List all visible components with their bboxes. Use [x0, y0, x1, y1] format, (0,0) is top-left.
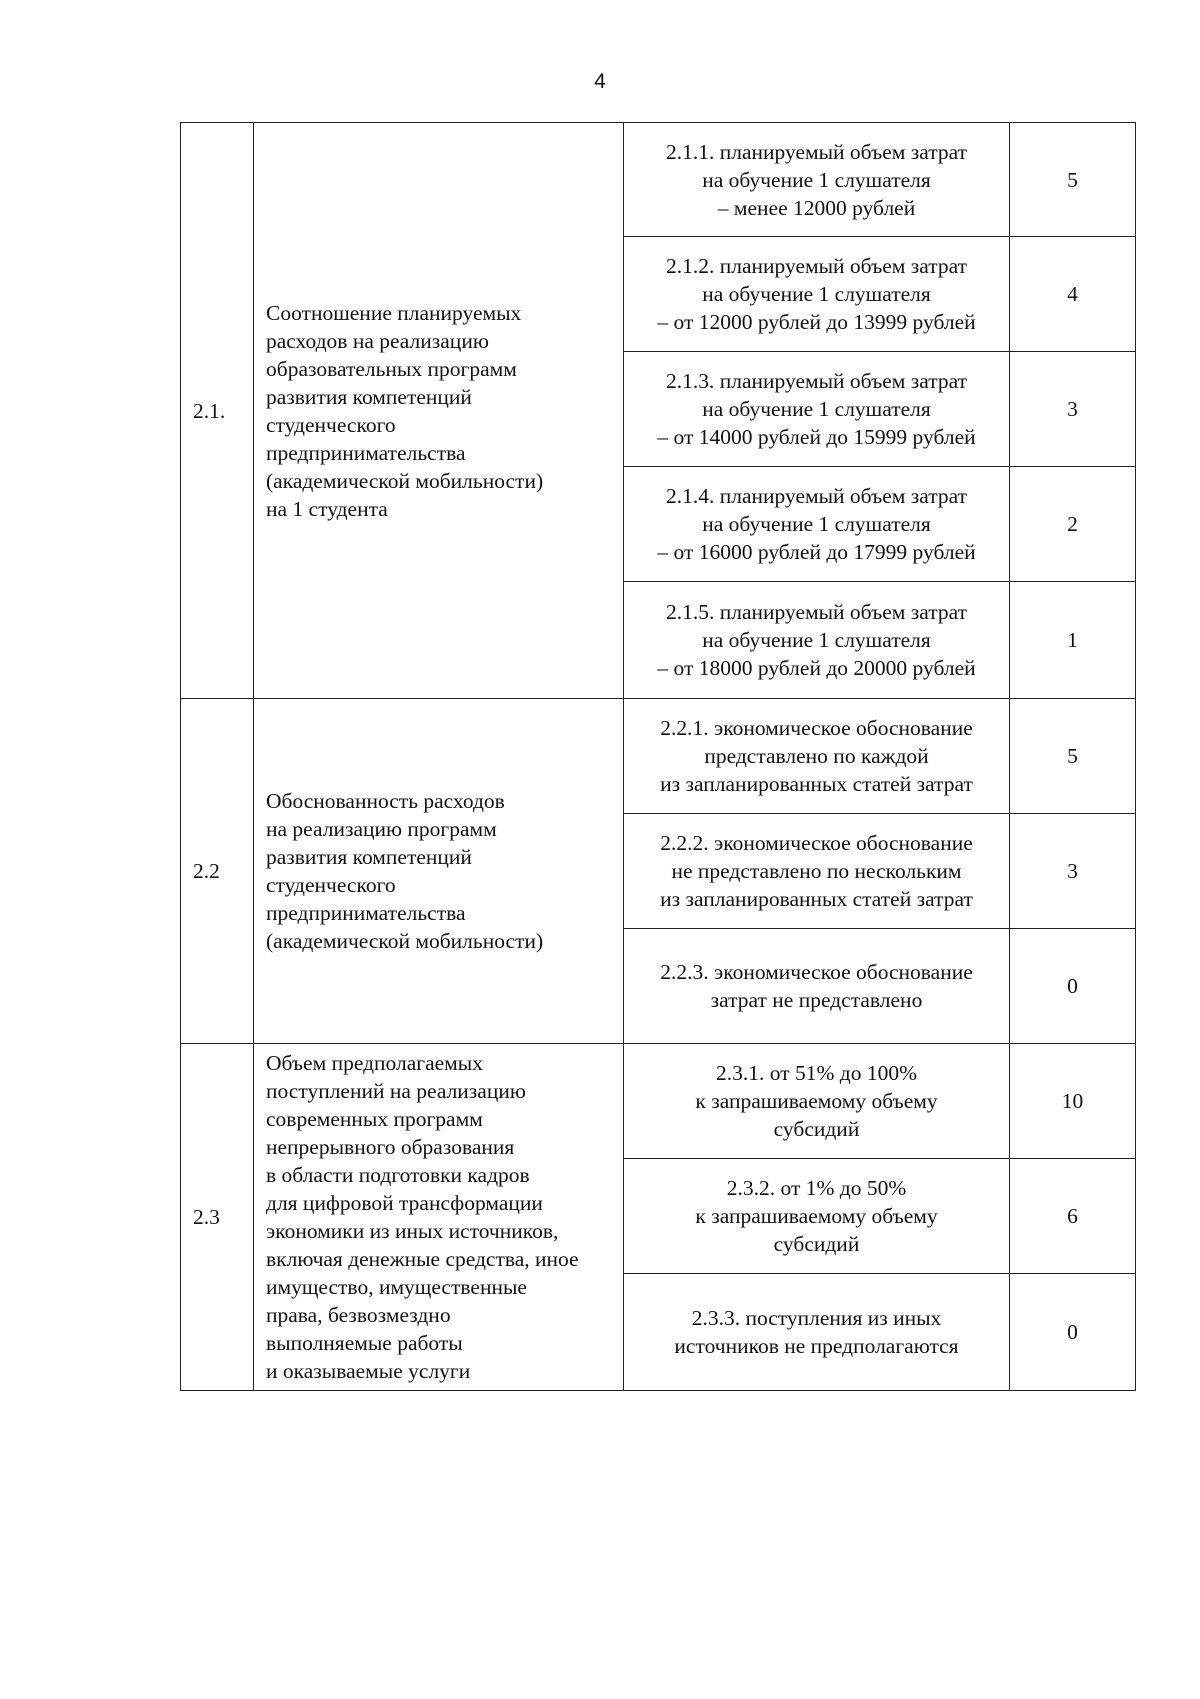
criterion-line: студенческого: [266, 412, 396, 437]
option-line: источников не предполагаются: [674, 1334, 959, 1358]
criteria-table: [180, 122, 1136, 1391]
criterion-line: развития компетенций: [266, 384, 472, 409]
option-line: 2.3.1. от 51% до 100%: [716, 1061, 917, 1085]
option-line: субсидий: [773, 1232, 860, 1256]
option-line: – от 18000 рублей до 20000 рублей: [657, 656, 976, 680]
option-line: 2.2.2. экономическое обоснование: [660, 831, 973, 855]
option-line: из запланированных статей затрат: [660, 772, 973, 796]
score-value: 4: [1010, 237, 1136, 352]
criterion-line: на 1 студента: [266, 496, 388, 521]
criterion-line: (академической мобильности): [266, 468, 544, 493]
criterion-line: на реализацию программ: [266, 817, 497, 841]
criterion-line: Обоснованность расходов: [266, 789, 505, 813]
score-value: 1: [1010, 582, 1136, 699]
criterion-line: права, безвозмездно: [266, 1303, 451, 1327]
score-value: 10: [1010, 1044, 1136, 1159]
option-line: 2.1.1. планируемый объем затрат: [665, 139, 967, 164]
page-number: 4: [594, 70, 606, 93]
option-text: [624, 352, 1010, 467]
option-line: – менее 12000 рублей: [717, 195, 916, 220]
option-text: [624, 699, 1010, 814]
option-text: [624, 814, 1010, 929]
option-line: представлено по каждой: [704, 744, 929, 768]
score-value: 0: [1010, 929, 1136, 1044]
score-value: 2: [1010, 467, 1136, 582]
table-row: [181, 1044, 1136, 1159]
option-line: 2.2.3. экономическое обоснование: [660, 960, 973, 984]
option-line: 2.1.4. планируемый объем затрат: [665, 484, 967, 508]
criterion-line: студенческого: [266, 873, 396, 897]
option-line: 2.1.3. планируемый объем затрат: [665, 369, 967, 393]
option-line: из запланированных статей затрат: [660, 887, 973, 911]
score-value: 0: [1010, 1274, 1136, 1391]
option-text: [624, 929, 1010, 1044]
criterion-text: [254, 123, 624, 699]
criterion-line: и оказываемые услуги: [266, 1359, 471, 1383]
table-row: [181, 699, 1136, 814]
option-line: к запрашиваемому объему: [695, 1204, 938, 1228]
criterion-line: имущество, имущественные: [266, 1275, 527, 1299]
option-line: на обучение 1 слушателя: [702, 167, 931, 192]
criterion-line: экономики из иных источников,: [266, 1219, 559, 1243]
option-line: не представлено по нескольким: [671, 859, 962, 883]
option-line: к запрашиваемому объему: [695, 1089, 938, 1113]
section-number: 2.3: [181, 1044, 254, 1391]
option-text: [624, 582, 1010, 699]
criterion-line: предпринимательства: [266, 901, 466, 925]
criterion-text: [254, 1044, 624, 1391]
option-line: на обучение 1 слушателя: [702, 628, 931, 652]
criterion-line: современных программ: [266, 1107, 483, 1131]
criterion-line: поступлений на реализацию: [266, 1079, 526, 1103]
option-line: 2.3.2. от 1% до 50%: [726, 1176, 907, 1200]
section-number: 2.2: [181, 699, 254, 1044]
score-value: 6: [1010, 1159, 1136, 1274]
criterion-line: Объем предполагаемых: [266, 1051, 483, 1075]
option-line: – от 14000 рублей до 15999 рублей: [657, 425, 976, 449]
option-text: [624, 1274, 1010, 1391]
criterion-line: непрерывного образования: [266, 1135, 515, 1159]
score-value: 5: [1010, 699, 1136, 814]
option-line: 2.3.3. поступления из иных: [691, 1306, 942, 1330]
option-text: [624, 1044, 1010, 1159]
criterion-line: предпринимательства: [266, 440, 466, 465]
option-text: [624, 1159, 1010, 1274]
option-line: – от 12000 рублей до 13999 рублей: [657, 310, 976, 334]
option-text: [624, 237, 1010, 352]
option-line: на обучение 1 слушателя: [702, 512, 931, 536]
score-value: 3: [1010, 352, 1136, 467]
criterion-line: (академической мобильности): [266, 929, 544, 953]
section-number: 2.1.: [181, 123, 254, 699]
criterion-line: образовательных программ: [266, 356, 517, 381]
option-text: [624, 123, 1010, 237]
option-line: на обучение 1 слушателя: [702, 282, 931, 306]
option-line: 2.1.2. планируемый объем затрат: [665, 254, 967, 278]
option-line: затрат не представлено: [710, 988, 923, 1012]
option-line: 2.2.1. экономическое обоснование: [660, 716, 973, 740]
option-line: субсидий: [773, 1117, 860, 1141]
score-value: 5: [1010, 123, 1136, 237]
criterion-line: развития компетенций: [266, 845, 472, 869]
criterion-line: в области подготовки кадров: [266, 1163, 530, 1187]
criterion-line: выполняемые работы: [266, 1331, 463, 1355]
option-line: на обучение 1 слушателя: [702, 397, 931, 421]
option-line: – от 16000 рублей до 17999 рублей: [657, 540, 976, 564]
criterion-line: для цифровой трансформации: [266, 1191, 543, 1215]
option-text: [624, 467, 1010, 582]
table-row: [181, 123, 1136, 237]
criterion-line: включая денежные средства, иное: [266, 1247, 579, 1271]
criterion-line: Соотношение планируемых: [266, 300, 522, 325]
option-line: 2.1.5. планируемый объем затрат: [665, 600, 967, 624]
score-value: 3: [1010, 814, 1136, 929]
criterion-text: [254, 699, 624, 1044]
criterion-line: расходов на реализацию: [266, 328, 489, 353]
